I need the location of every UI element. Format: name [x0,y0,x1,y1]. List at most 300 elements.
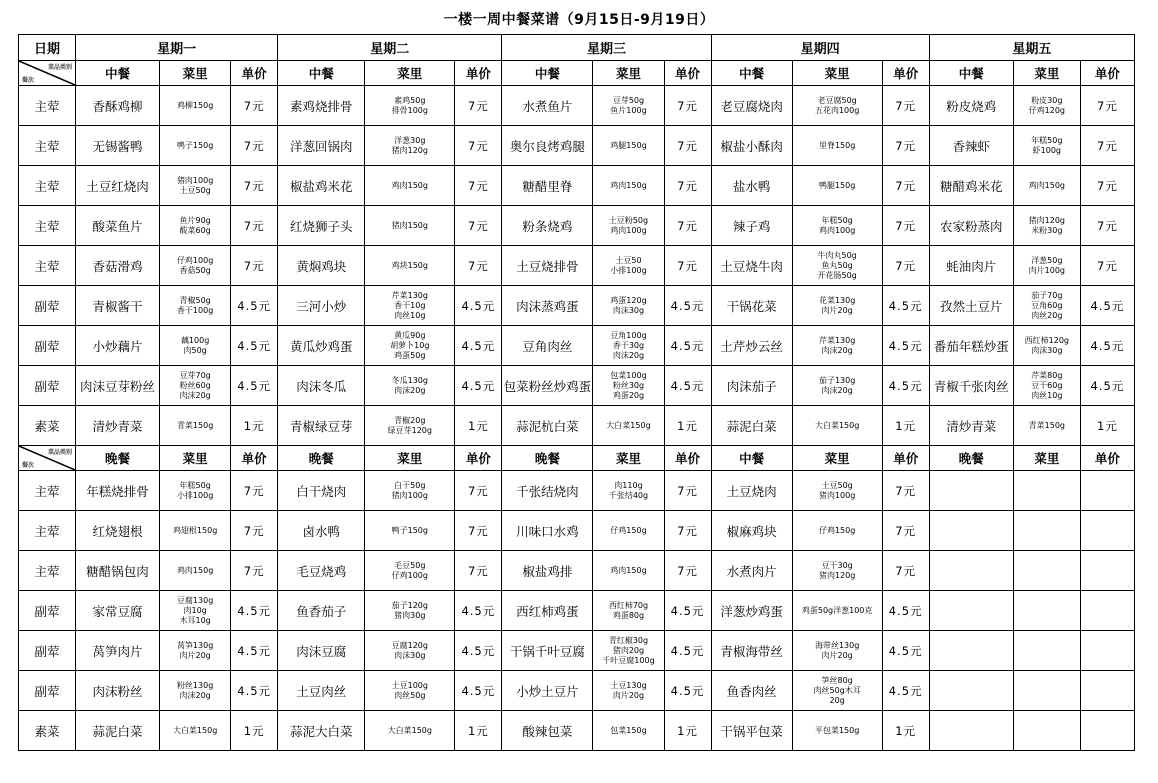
dish-ingredients [1013,631,1080,671]
dinner-menu-row [19,511,1135,551]
ingredient-line: 花菜130g [818,295,856,305]
ingredient-line: 肉片100g [1028,265,1065,275]
dinner-col-meal-header: 晚餐 [929,446,1013,471]
dinner-diagonal-header [19,446,76,471]
dish-ingredients [160,206,231,246]
dish-name: 青椒千张肉丝 [929,366,1013,406]
dish-price: 1元 [231,406,278,446]
dish-ingredients [792,591,882,631]
dish-name: 鱼香肉丝 [711,671,792,711]
dish-ingredients [1013,711,1080,751]
day-mon: 星期一 [76,35,278,61]
ingredient-line: 毛豆50g [394,560,426,570]
category-label: 副荤 [19,326,76,366]
ingredient-line: 包菜150g [610,725,647,735]
dish-price: 7元 [664,126,711,166]
ingredient-line: 鸭腿150g [818,180,856,190]
dish-ingredients [365,246,455,286]
ingredient-line: 年糕50g [821,215,853,225]
category-label: 素菜 [19,406,76,446]
dish-name [929,551,1013,591]
dish-ingredients [792,671,882,711]
dish-name [929,671,1013,711]
ingredient-line: 青椒50g [179,295,211,305]
dish-ingredients [1013,246,1080,286]
dish-name: 香辣虾 [929,126,1013,166]
ingredient-line: 芹菜80g [1031,370,1063,380]
ingredient-line: 西红柿120g [1024,335,1069,345]
dish-price: 7元 [664,166,711,206]
dish-ingredients [792,406,882,446]
dish-name: 糖醋鸡米花 [929,166,1013,206]
category-label: 主荤 [19,246,76,286]
dish-ingredients [1013,126,1080,166]
dish-price: 7元 [1080,126,1134,166]
dish-name: 小炒藕片 [76,326,160,366]
ingredient-line: 茄子120g [391,600,428,610]
dish-name [929,631,1013,671]
ingredient-line: 肉沫30g [394,650,426,660]
dish-name: 土豆烧排骨 [502,246,593,286]
dish-price [1080,671,1134,711]
ingredient-line: 肉沫20g [821,385,853,395]
ingredient-line: 虾100g [1032,145,1061,155]
ingredient-line: 鸡肉150g [610,180,647,190]
ingredient-line: 米粉30g [1031,225,1063,235]
ingredient-line: 海带丝130g [814,640,860,650]
lunch-col-meal-header: 中餐 [502,61,593,86]
dish-name: 黄焖鸡块 [278,246,365,286]
day-fri: 星期五 [929,35,1134,61]
ingredient-line: 肉丝10g [1031,390,1063,400]
menu-table [18,34,1135,751]
ingredient-line: 肉沫20g [179,690,211,700]
dish-price: 4.5元 [1080,366,1134,406]
dish-ingredients [792,206,882,246]
dinner-col-ingredients-header: 菜里 [1013,446,1080,471]
ingredient-line: 豆芽70g [179,370,211,380]
dish-price: 4.5元 [664,286,711,326]
dish-price: 4.5元 [455,591,502,631]
category-label: 主荤 [19,551,76,591]
dish-price: 7元 [455,551,502,591]
dish-ingredients [160,166,231,206]
dish-ingredients [792,326,882,366]
ingredient-line: 年糕50g [1031,135,1063,145]
dish-price: 7元 [664,511,711,551]
ingredient-line: 豆腐120g [391,640,428,650]
ingredient-line: 青菜150g [176,420,214,430]
ingredient-line: 鸡肉100g [610,225,647,235]
ingredient-line: 豆角100g [610,330,647,340]
dish-price: 7元 [455,86,502,126]
dish-ingredients [1013,326,1080,366]
dish-price: 7元 [882,206,929,246]
dinner-col-price-header: 单价 [455,446,502,471]
ingredient-line: 鸡肉150g [1028,180,1065,190]
ingredient-line: 豆干30g [821,560,853,570]
dish-price: 4.5元 [231,326,278,366]
page-title: 一楼一周中餐菜谱（9月15日-9月19日） [443,12,715,28]
dish-ingredients [792,511,882,551]
dish-name: 香菇滑鸡 [76,246,160,286]
dish-ingredients [160,126,231,166]
dinner-menu-row [19,711,1135,751]
dish-price: 4.5元 [664,591,711,631]
ingredient-line: 仔鸡150g [818,525,856,535]
dish-ingredients [1013,86,1080,126]
dish-ingredients [792,286,882,326]
lunch-menu-row [19,166,1135,206]
ingredient-line: 仔鸡150g [610,525,647,535]
dish-price: 7元 [882,166,929,206]
dish-ingredients [365,406,455,446]
dish-name: 洋葱回锅肉 [278,126,365,166]
ingredient-line: 肉丝50g [394,690,426,700]
dish-name: 无锡酱鸭 [76,126,160,166]
ingredient-line: 鸡蛋80g [612,610,645,620]
ingredient-line: 大白菜150g [606,420,651,430]
dinner-col-ingredients-header: 菜里 [365,446,455,471]
dish-ingredients [365,591,455,631]
dish-name: 家常豆腐 [76,591,160,631]
dish-name: 清炒青菜 [929,406,1013,446]
ingredient-line: 老豆腐50g [817,95,857,105]
ingredient-line: 鸡柳150g [176,100,214,110]
dish-price [1080,711,1134,751]
dish-ingredients [365,166,455,206]
dish-name: 青椒绿豆芽 [278,406,365,446]
dish-name: 白干烧肉 [278,471,365,511]
ingredient-line: 香菇50g [179,265,211,275]
category-label: 副荤 [19,286,76,326]
dinner-menu-row [19,671,1135,711]
dish-name: 千张结烧肉 [502,471,593,511]
ingredient-line: 青红椒30g [608,635,649,645]
dish-ingredients [1013,406,1080,446]
dish-ingredients [160,711,231,751]
dish-ingredients [593,326,664,366]
ingredient-line: 肉沫30g [612,305,645,315]
ingredient-line: 肉50g [183,345,207,355]
category-label: 素菜 [19,711,76,751]
dish-name: 盐水鸭 [711,166,792,206]
dish-name: 豆角肉丝 [502,326,593,366]
dish-name: 莴笋肉片 [76,631,160,671]
dish-name: 小炒土豆片 [502,671,593,711]
lunch-col-meal-header: 中餐 [711,61,792,86]
dinner-col-ingredients-header: 菜里 [160,446,231,471]
dinner-col-ingredients-header: 菜里 [593,446,664,471]
ingredient-line: 大白菜150g [172,725,218,735]
dish-price: 7元 [664,551,711,591]
dish-name: 鱼香茄子 [278,591,365,631]
dish-ingredients [593,551,664,591]
dish-name: 土芹炒云丝 [711,326,792,366]
ingredient-line: 鸡肉100g [818,225,856,235]
dish-price: 7元 [231,126,278,166]
dish-ingredients [160,86,231,126]
ingredient-line: 20g [829,695,845,705]
lunch-col-ingredients-header: 菜里 [593,61,664,86]
dish-ingredients [1013,286,1080,326]
dish-name: 椒盐小酥肉 [711,126,792,166]
dish-price: 7元 [455,126,502,166]
lunch-col-price-header: 单价 [455,61,502,86]
ingredient-line: 包菜100g [610,370,647,380]
dish-ingredients [160,326,231,366]
ingredient-line: 排骨100g [391,105,428,115]
dish-price [1080,471,1134,511]
ingredient-line: 肉片20g [821,305,853,315]
ingredient-line: 鸡腿150g [610,140,647,150]
dish-name: 青椒酱干 [76,286,160,326]
dish-ingredients [593,126,664,166]
dish-name: 毛豆烧鸡 [278,551,365,591]
dish-ingredients [365,551,455,591]
category-label: 主荤 [19,86,76,126]
dish-ingredients [365,286,455,326]
dish-name: 肉沫粉丝 [76,671,160,711]
ingredient-line: 香干100g [176,305,214,315]
ingredient-line: 土豆130g [610,680,647,690]
lunch-menu-row [19,326,1135,366]
dish-name: 清炒青菜 [76,406,160,446]
ingredient-line: 笋丝80g [821,675,853,685]
dish-price: 1元 [664,711,711,751]
dish-ingredients [792,166,882,206]
dish-ingredients [792,246,882,286]
dish-price [1080,591,1134,631]
dish-name: 老豆腐烧肉 [711,86,792,126]
dish-name: 椒盐鸡米花 [278,166,365,206]
ingredient-line: 土豆50g [179,185,211,195]
category-label: 主荤 [19,471,76,511]
dish-price: 7元 [882,471,929,511]
dish-name: 土豆烧牛肉 [711,246,792,286]
dish-ingredients [792,126,882,166]
dish-ingredients [1013,591,1080,631]
ingredient-line: 五花肉100g [814,105,860,115]
dish-price: 1元 [455,406,502,446]
ingredient-line: 小排100g [176,490,214,500]
dish-name: 肉沫冬瓜 [278,366,365,406]
dish-ingredients [1013,671,1080,711]
dish-ingredients [365,711,455,751]
dish-ingredients [160,246,231,286]
lunch-col-meal-header: 中餐 [76,61,160,86]
dish-name: 辣子鸡 [711,206,792,246]
ingredient-line: 肉沫20g [612,350,645,360]
ingredient-line: 粉丝60g [179,380,211,390]
dish-price: 7元 [882,126,929,166]
dish-name: 洋葱炒鸡蛋 [711,591,792,631]
dish-price: 7元 [455,166,502,206]
dish-ingredients [160,631,231,671]
lunch-col-meal-header: 中餐 [278,61,365,86]
ingredient-line: 藕100g [180,335,210,345]
ingredient-line: 猪肉20g [612,645,645,655]
dish-name: 干锅千叶豆腐 [502,631,593,671]
ingredient-line: 豆角60g [1031,300,1063,310]
lunch-menu-row [19,126,1135,166]
dish-price: 4.5元 [455,631,502,671]
dish-price: 7元 [1080,246,1134,286]
lunch-col-ingredients-header: 菜里 [160,61,231,86]
dish-name: 西红柿鸡蛋 [502,591,593,631]
dish-ingredients [160,286,231,326]
dish-ingredients [593,511,664,551]
dish-name: 蚝油肉片 [929,246,1013,286]
dish-name: 黄瓜炒鸡蛋 [278,326,365,366]
ingredient-line: 猪肉120g [1028,215,1065,225]
ingredient-line: 鱼丸50g [821,260,853,270]
dish-ingredients [160,551,231,591]
diag-category-label: 菜品类别 [48,449,73,456]
dinner-col-price-header: 单价 [882,446,929,471]
dish-name: 糖醋里脊 [502,166,593,206]
category-label: 副荤 [19,631,76,671]
dish-ingredients [792,86,882,126]
dish-price: 7元 [664,471,711,511]
ingredient-line: 猪肉100g [391,490,428,500]
dish-name [929,471,1013,511]
ingredient-line: 鱼片90g [179,215,211,225]
dish-ingredients [792,551,882,591]
diag-meal-label: 餐次 [22,462,35,469]
day-header-row [19,35,1135,61]
dish-price: 4.5元 [455,326,502,366]
dish-name: 椒盐鸡排 [502,551,593,591]
lunch-col-ingredients-header: 菜里 [1013,61,1080,86]
dinner-col-meal-header: 晚餐 [278,446,365,471]
dish-price [1080,551,1134,591]
dish-name: 酸菜鱼片 [76,206,160,246]
dish-price: 7元 [455,511,502,551]
dish-ingredients [792,471,882,511]
ingredient-line: 肉沫20g [179,390,211,400]
lunch-col-ingredients-header: 菜里 [792,61,882,86]
dish-ingredients [593,671,664,711]
dinner-menu-row [19,551,1135,591]
dish-price: 7元 [231,166,278,206]
ingredient-line: 鸡翅根150g [172,525,218,535]
ingredient-line: 粉丝30g [612,380,645,390]
dish-ingredients [160,366,231,406]
ingredient-line: 酸菜60g [179,225,211,235]
dish-price: 7元 [882,86,929,126]
dish-name: 农家粉蒸肉 [929,206,1013,246]
dish-ingredients [593,246,664,286]
dish-price: 4.5元 [231,286,278,326]
ingredient-line: 鸡蛋50g [394,350,426,360]
ingredient-line: 肉丝50g木耳 [813,685,861,695]
ingredient-line: 绿豆芽120g [387,425,432,435]
dish-ingredients [792,711,882,751]
ingredient-line: 芹菜130g [818,335,856,345]
dish-name: 椒麻鸡块 [711,511,792,551]
ingredient-line: 豆腐130g [176,595,214,605]
dish-price: 7元 [1080,86,1134,126]
dish-price: 7元 [1080,206,1134,246]
ingredient-line: 开花肠50g [817,270,857,280]
dish-name: 三河小炒 [278,286,365,326]
dish-price: 7元 [231,511,278,551]
dish-ingredients [365,511,455,551]
dish-price: 7元 [231,246,278,286]
dish-name: 水煮鱼片 [502,86,593,126]
ingredient-line: 平包菜150g [814,725,860,735]
dinner-col-meal-header: 晚餐 [76,446,160,471]
category-label: 主荤 [19,126,76,166]
dish-price: 4.5元 [882,366,929,406]
category-label: 副荤 [19,591,76,631]
dish-name: 酸辣包菜 [502,711,593,751]
dish-price: 7元 [231,206,278,246]
dish-price: 4.5元 [664,366,711,406]
ingredient-line: 胡萝卜10g [390,340,430,350]
lunch-menu-row [19,366,1135,406]
lunch-diagonal-header [19,61,76,86]
dish-name: 年糕烧排骨 [76,471,160,511]
ingredient-line: 猪肉30g [394,610,426,620]
lunch-menu-row [19,406,1135,446]
dish-name: 粉条烧鸡 [502,206,593,246]
dish-ingredients [593,166,664,206]
dinner-col-meal-header: 晚餐 [502,446,593,471]
ingredient-line: 粉皮30g [1031,95,1063,105]
dish-name: 蒜泥白菜 [76,711,160,751]
ingredient-line: 肉沫20g [821,345,853,355]
ingredient-line: 猪肉120g [391,145,428,155]
dish-price: 4.5元 [882,286,929,326]
dish-price: 7元 [455,246,502,286]
dish-ingredients [593,631,664,671]
dish-ingredients [160,406,231,446]
dish-price: 7元 [1080,166,1134,206]
ingredient-line: 豆干60g [1031,380,1063,390]
dish-ingredients [1013,551,1080,591]
dish-price: 7元 [664,206,711,246]
dish-ingredients [593,711,664,751]
ingredient-line: 青菜150g [1028,420,1065,430]
dish-name: 肉沫茄子 [711,366,792,406]
ingredient-line: 肉10g [183,605,207,615]
dish-name: 青椒海带丝 [711,631,792,671]
ingredient-line: 里脊150g [818,140,856,150]
dish-name [929,711,1013,751]
dish-ingredients [365,471,455,511]
dish-price: 4.5元 [882,591,929,631]
ingredient-line: 猪肉150g [391,220,428,230]
dish-price: 4.5元 [231,671,278,711]
category-label: 副荤 [19,671,76,711]
dish-name: 肉沫蒸鸡蛋 [502,286,593,326]
ingredient-line: 香干30g [612,340,645,350]
dish-price: 7元 [882,246,929,286]
dish-price: 4.5元 [882,326,929,366]
dinner-menu-row [19,471,1135,511]
lunch-col-meal-header: 中餐 [929,61,1013,86]
ingredient-line: 鸡蛋120g [610,295,647,305]
dinner-col-meal-header: 中餐 [711,446,792,471]
ingredient-line: 茄子130g [818,375,856,385]
dish-price: 7元 [455,206,502,246]
dish-ingredients [593,206,664,246]
dish-name: 蒜泥大白菜 [278,711,365,751]
dish-name: 土豆红烧肉 [76,166,160,206]
dish-name: 卤水鸭 [278,511,365,551]
